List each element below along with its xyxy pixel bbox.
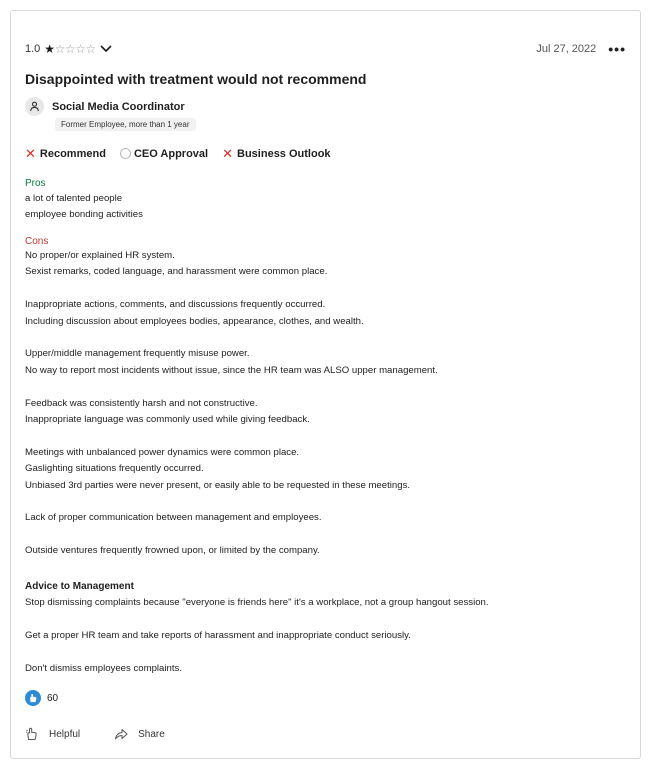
text-line: Inappropriate language was commonly used while giving feedback. (25, 414, 310, 426)
text-line: Including discussion about employees bodies, appearance, clothes, and wealth. (25, 315, 364, 327)
text-line: Sexist remarks, coded language, and harassment were common place. (25, 266, 328, 278)
review-actions (25, 727, 199, 741)
text-line: No way to report most incidents without issue, since the HR team was ALSO upper management. (25, 364, 438, 376)
text-line: Don't dismiss employees complaints. (25, 662, 182, 674)
star-empty-icon: ☆ (64, 42, 76, 56)
cons-text (25, 248, 438, 560)
rating-value: 1.0 (25, 43, 41, 55)
helpful-button[interactable] (25, 727, 80, 741)
x-mark-icon: ✕ (25, 146, 36, 161)
text-line: Stop dismissing complaints because "everyone is friends here" it's a workplace, not a group hangout session. (25, 597, 489, 608)
text-line (25, 527, 438, 543)
x-mark-icon: ✕ (222, 146, 234, 161)
text-line: Feedback was consistently harsh and not constructive. (25, 397, 258, 409)
business-outlook-label: Business Outlook (237, 147, 331, 160)
rating-indicators (25, 147, 345, 160)
clap-outline-icon (25, 727, 39, 741)
ceo-approval-indicator (120, 148, 208, 160)
helpful-count (25, 690, 58, 706)
text-line: a lot of talented people (25, 193, 123, 204)
text-line: Lack of proper communication between management and employees. (25, 512, 322, 524)
clap-icon (25, 690, 41, 706)
star-filled-icon: ★ (44, 42, 55, 56)
cons-heading: Cons (25, 236, 49, 247)
star-rating (44, 43, 95, 55)
text-line (25, 494, 438, 510)
review-header (25, 41, 626, 57)
helpful-label: Helpful (49, 728, 81, 740)
employment-status-badge: Former Employee, more than 1 year (55, 118, 196, 131)
review-date: Jul 27, 2022 (536, 43, 597, 55)
review-card (10, 10, 641, 759)
author-info (25, 97, 185, 116)
chevron-down-icon[interactable] (100, 44, 112, 54)
review-title: Disappointed with treatment would not recommend (25, 71, 367, 87)
share-icon (114, 727, 128, 741)
pros-heading: Pros (25, 178, 46, 189)
advice-heading: Advice to Management (25, 581, 134, 592)
text-line: employee bonding activities (25, 209, 143, 221)
text-line: Outside ventures frequently frowned upon, or limited by the company. (25, 545, 320, 557)
text-line (25, 281, 438, 297)
person-icon (25, 97, 44, 116)
more-options-icon[interactable]: ••• (608, 41, 626, 57)
author-job-title: Social Media Coordinator (52, 100, 185, 113)
star-empty-icon: ☆ (75, 42, 86, 56)
helpful-count-value: 60 (47, 692, 59, 704)
text-line: Inappropriate actions, comments, and discussions frequently occurred. (25, 299, 326, 311)
neutral-circle-icon (120, 148, 131, 159)
star-empty-icon: ☆ (85, 42, 96, 56)
text-line: Unbiased 3rd parties were never present, or easily able to be requested in these meetings. (25, 479, 411, 491)
text-line: Get a proper HR team and take reports of harassment and inappropriate conduct seriously. (25, 629, 411, 641)
text-line (25, 644, 489, 660)
text-line (25, 330, 438, 346)
ceo-approval-label: CEO Approval (133, 147, 209, 160)
text-line (25, 611, 489, 627)
text-line: No proper/or explained HR system. (25, 250, 175, 261)
share-button[interactable] (114, 727, 165, 741)
recommend-indicator (25, 147, 106, 160)
advice-text (25, 595, 489, 677)
text-line: Meetings with unbalanced power dynamics were common place. (25, 446, 300, 458)
star-empty-icon: ☆ (54, 42, 65, 56)
recommend-label: Recommend (39, 147, 106, 160)
text-line: Upper/middle management frequently misuse power. (25, 348, 250, 360)
business-outlook-indicator (222, 147, 330, 160)
text-line: Gaslighting situations frequently occurred. (25, 463, 204, 475)
text-line (25, 379, 438, 395)
pros-text (25, 191, 143, 224)
text-line (25, 428, 438, 444)
share-label: Share (138, 728, 165, 740)
